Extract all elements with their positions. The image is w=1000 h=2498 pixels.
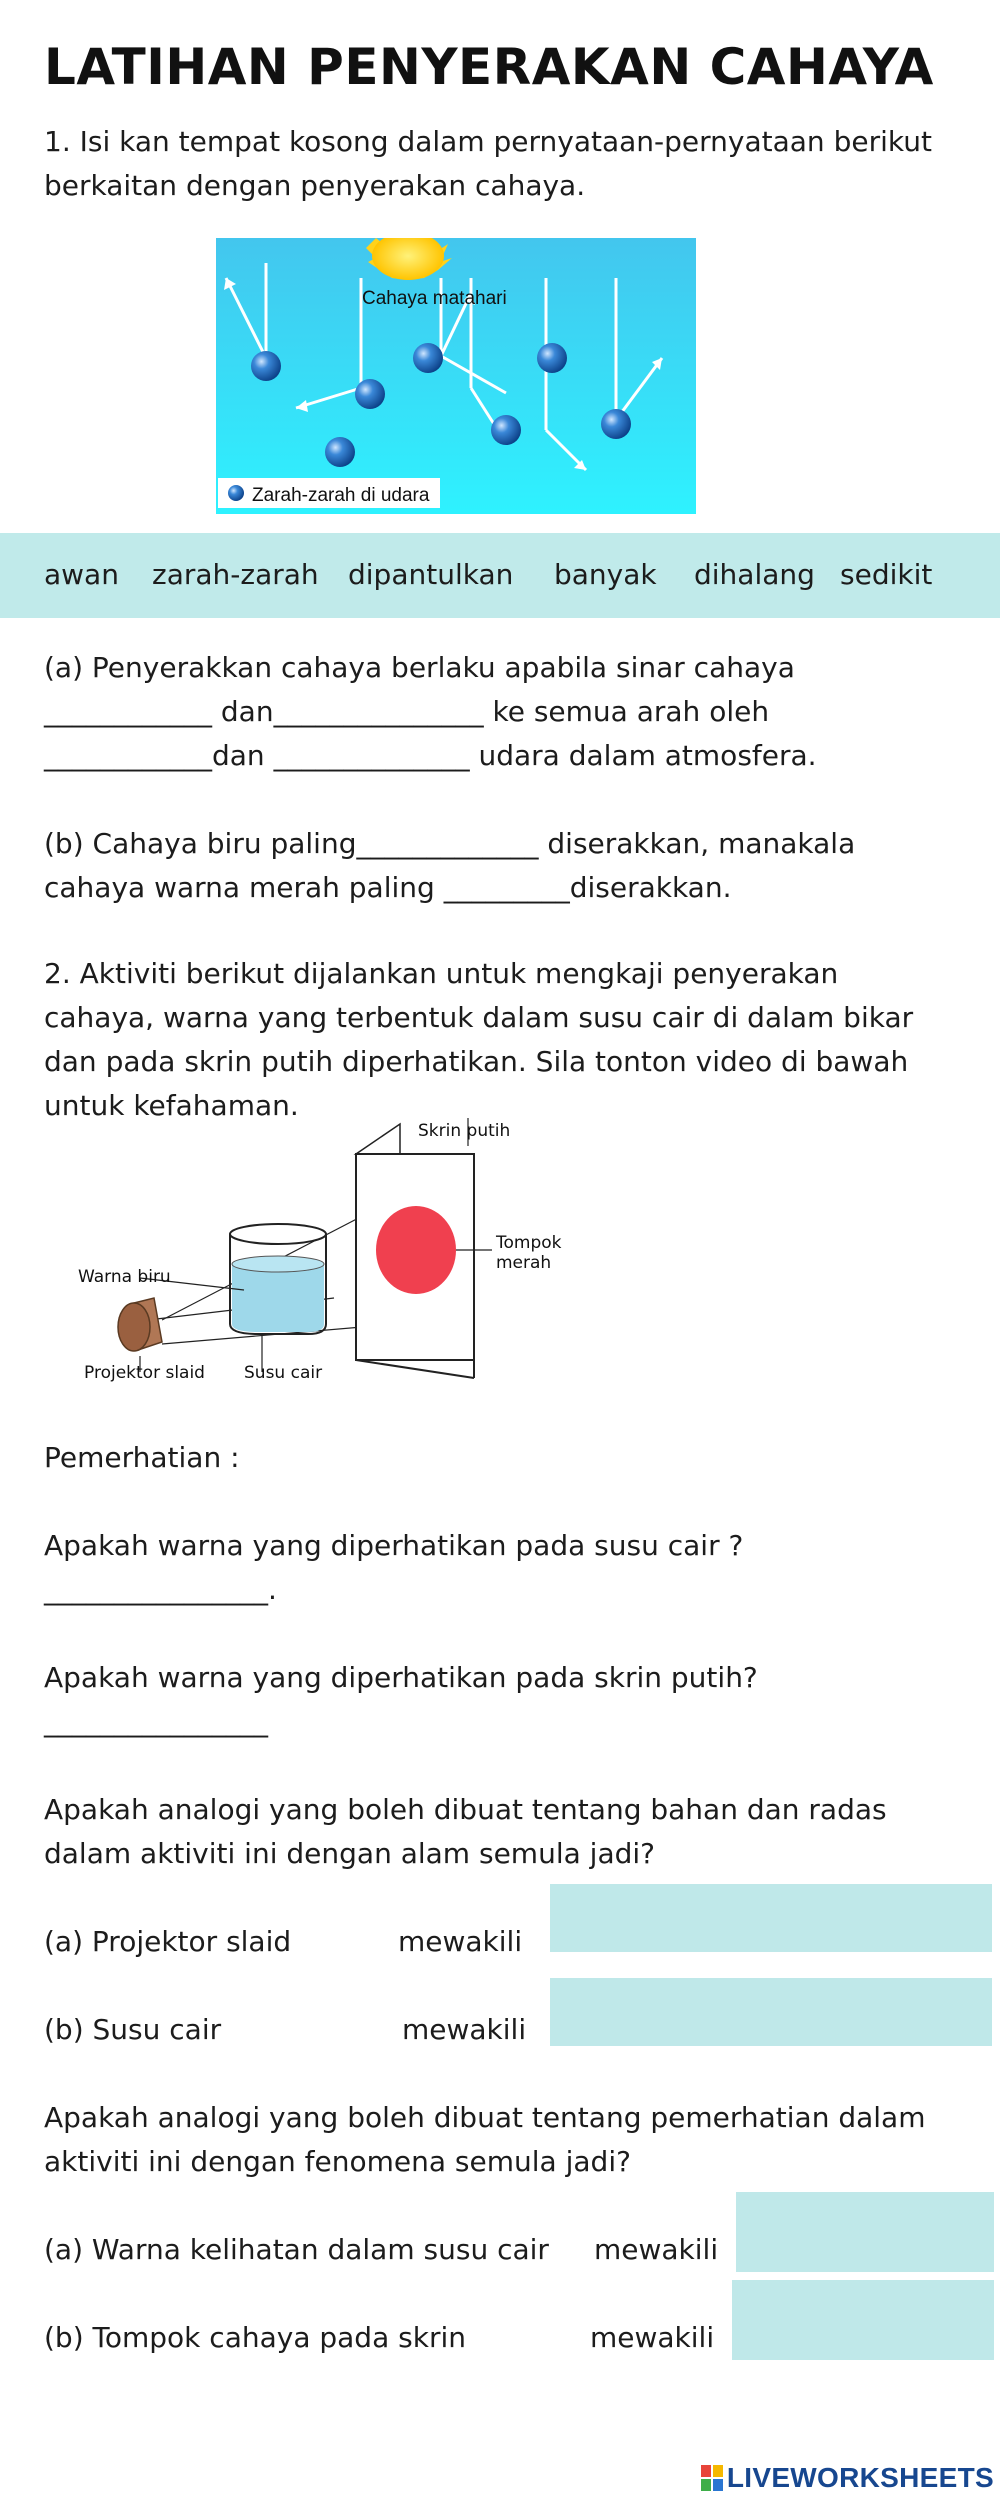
analogy1-a-answer-box[interactable] [550,1884,992,1952]
beaker [230,1224,326,1334]
analogy2-a-relation: mewakili [594,2233,719,2266]
scattering-figure [216,238,696,514]
q2-line4: untuk kefahaman. [44,1089,299,1122]
word-bank-item[interactable]: sedikit [840,558,933,591]
word-bank-item[interactable]: awan [44,558,119,591]
screen-bottom-edge [356,1360,474,1378]
experiment-diagram [44,1110,604,1390]
analogy1-a-relation: mewakili [398,1925,523,1958]
screen-top-edge [356,1124,400,1154]
logo-square-4 [713,2479,723,2491]
word-bank-item[interactable]: banyak [554,558,657,591]
analogy1-line1: Apakah analogi yang boleh dibuat tentang bahan dan radas [44,1793,887,1826]
scattering-diagram [216,238,696,514]
analogy2-b-answer-box[interactable] [732,2280,994,2360]
sun-label: Cahaya matahari [362,288,507,309]
logo-square-1 [701,2465,711,2477]
sky-background [216,238,696,514]
red-spot [376,1206,456,1294]
page-title: LATIHAN PENYERAKAN CAHAYA [44,38,934,96]
answer-screen-colour[interactable]: ________________ [44,1705,268,1738]
logo-square-3 [701,2479,711,2491]
analogy2-b-relation: mewakili [590,2321,715,2354]
q1a-line1: (a) Penyerakkan cahaya berlaku apabila sinar cahaya [44,651,795,684]
word-bank-item[interactable]: dihalang [694,558,815,591]
projector-icon [118,1298,162,1351]
q2-line1: 2. Aktiviti berikut dijalankan untuk mengkaji penyerakan [44,957,839,990]
word-bank-item[interactable]: zarah-zarah [152,558,319,591]
liveworksheets-logo[interactable] [701,2462,994,2494]
q1-instruction-line2: berkaitan dengan penyerakan cahaya. [44,169,586,202]
q2-line3: dan pada skrin putih diperhatikan. Sila tonton video di bawah [44,1045,909,1078]
logo-square-2 [713,2465,723,2477]
word-bank [0,533,1000,618]
question-milk-colour: Apakah warna yang diperhatikan pada susu cair ? [44,1529,744,1562]
q1b-line2[interactable]: cahaya warna merah paling _________diserakkan. [44,871,732,904]
answer-milk-colour[interactable]: ________________. [44,1573,277,1606]
question-screen-colour: Apakah warna yang diperhatikan pada skrin putih? [44,1661,758,1694]
legend-label: Zarah-zarah di udara [252,485,430,506]
projector-label: Projektor slaid [84,1363,205,1383]
q1-instruction-line1: 1. Isi kan tempat kosong dalam pernyataan-pernyataan berikut [44,125,932,158]
legend-particle-icon [228,485,244,501]
analogy2-line2: aktiviti ini dengan fenomena semula jadi? [44,2145,631,2178]
spot-label-line1: Tompok [496,1233,562,1253]
liveworksheets-logo-icon [701,2465,723,2491]
analogy1-b-relation: mewakili [402,2013,527,2046]
milk-label: Susu cair [244,1363,323,1383]
q2-line2: cahaya, warna yang terbentuk dalam susu cair di dalam bikar [44,1001,914,1034]
analogy1-b-answer-box[interactable] [550,1978,992,2046]
word-bank-item[interactable]: dipantulkan [348,558,514,591]
experiment-figure [44,1110,604,1390]
analogy2-a-label: (a) Warna kelihatan dalam susu cair [44,2233,549,2266]
liveworksheets-wordmark: LIVEWORKSHEETS [726,2462,994,2493]
analogy1-a-label: (a) Projektor slaid [44,1925,292,1958]
analogy1-line2: dalam aktiviti ini dengan alam semula jadi? [44,1837,656,1870]
analogy2-a-answer-box[interactable] [736,2192,994,2272]
analogy2-line1: Apakah analogi yang boleh dibuat tentang pemerhatian dalam [44,2101,926,2134]
observation-heading: Pemerhatian : [44,1441,240,1474]
screen-label: Skrin putih [418,1121,511,1141]
q1a-line3[interactable]: ____________dan ______________ udara dalam atmosfera. [44,739,817,772]
q1b-line1[interactable]: (b) Cahaya biru paling_____________ diserakkan, manakala [44,827,856,860]
q1a-line2[interactable]: ____________ dan_______________ ke semua arah oleh [44,695,770,728]
analogy2-b-label: (b) Tompok cahaya pada skrin [44,2321,466,2354]
analogy1-b-label: (b) Susu cair [44,2013,222,2046]
spot-label-line2: merah [496,1253,552,1273]
blue-label: Warna biru [78,1267,171,1287]
